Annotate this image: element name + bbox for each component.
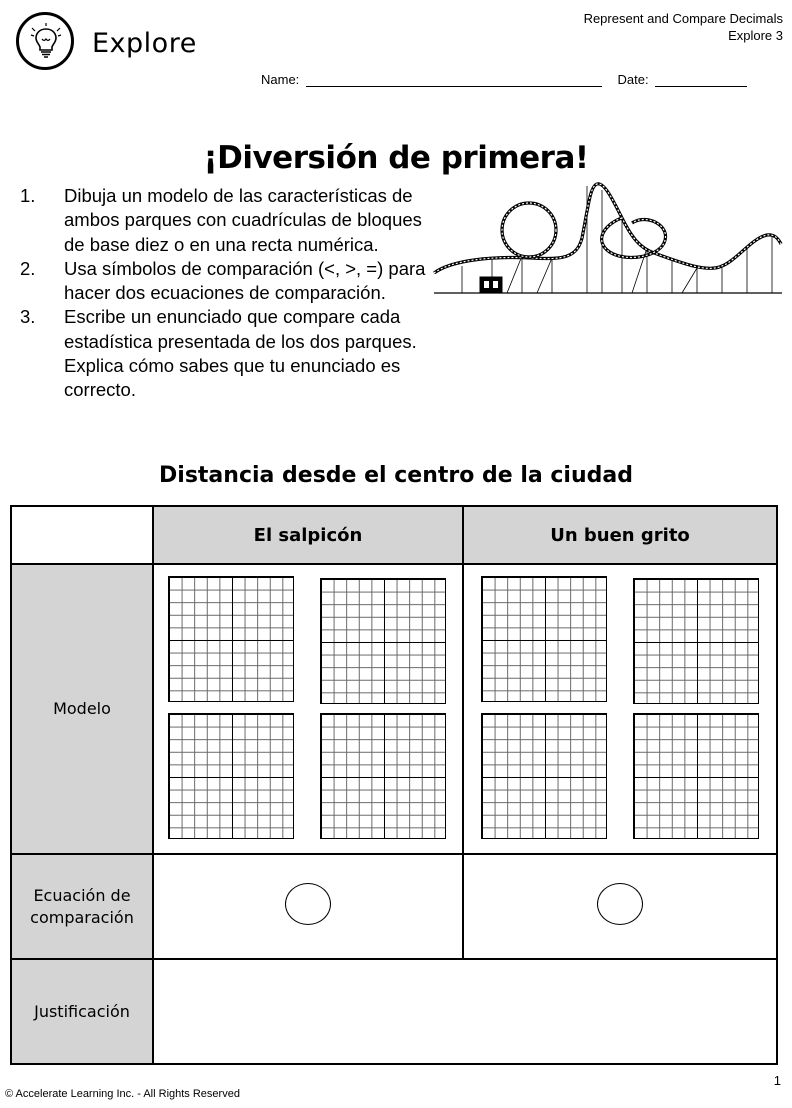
- page-title: ¡Diversión de primera!: [203, 140, 589, 176]
- hundred-grid[interactable]: [633, 713, 759, 839]
- column-header-el-salpicon: El salpicón: [153, 506, 463, 564]
- hundred-grid[interactable]: [320, 713, 446, 839]
- date-label: Date:: [617, 72, 649, 87]
- roller-coaster-illustration: [432, 178, 784, 298]
- hundred-grid[interactable]: [168, 576, 294, 702]
- instruction-text: Dibuja un modelo de las características de ambos parques con cuadrículas de bloques de base diez o en una recta numérica.: [64, 185, 422, 255]
- doc-subtitle: Explore 3: [728, 28, 783, 43]
- instruction-item: [20, 184, 440, 257]
- equation-cell-un-buen-grito[interactable]: [463, 854, 777, 959]
- model-cell-un-buen-grito[interactable]: [463, 564, 777, 854]
- name-date-row: [261, 72, 747, 87]
- justification-cell[interactable]: [153, 959, 777, 1064]
- corner-cell: [11, 506, 153, 564]
- hundred-grid[interactable]: [320, 578, 446, 704]
- table-title: Distancia desde el centro de la ciudad: [159, 463, 633, 488]
- comparison-table: [10, 505, 778, 1065]
- copyright-notice: © Accelerate Learning Inc. - All Rights Reserved: [5, 1088, 240, 1100]
- row-label-modelo: Modelo: [11, 564, 153, 854]
- logo-badge: [16, 12, 74, 70]
- comparison-symbol-circle[interactable]: [285, 883, 331, 925]
- instruction-item: [20, 305, 440, 402]
- instruction-item: [20, 257, 440, 306]
- date-field[interactable]: [655, 74, 747, 87]
- hundred-grid[interactable]: [481, 713, 607, 839]
- lightbulb-icon: [29, 23, 63, 61]
- name-field[interactable]: [306, 74, 602, 87]
- instruction-number: 1.: [20, 185, 36, 206]
- name-label: Name:: [261, 72, 300, 87]
- comparison-symbol-circle[interactable]: [597, 883, 643, 925]
- equation-cell-el-salpicon[interactable]: [153, 854, 463, 959]
- hundred-grid[interactable]: [481, 576, 607, 702]
- row-label-ecuacion: Ecuación de comparación: [11, 854, 153, 959]
- instruction-number: 3.: [20, 306, 36, 328]
- hundred-grid[interactable]: [633, 578, 759, 704]
- page-number: 1: [773, 1073, 781, 1088]
- column-header-un-buen-grito: Un buen grito: [463, 506, 777, 564]
- hundred-grid[interactable]: [168, 713, 294, 839]
- explore-label: Explore: [92, 28, 197, 59]
- instruction-number: 2.: [20, 257, 36, 279]
- instruction-list: [20, 184, 440, 403]
- document-header: [584, 10, 783, 44]
- doc-title: Represent and Compare Decimals: [583, 11, 783, 26]
- instruction-text: Escribe un enunciado que compare cada estadística presentada de los dos parques. Explica cómo sabes que tu enunciado es correcto.: [64, 306, 417, 401]
- instruction-text: Usa símbolos de comparación (<, >, =) para hacer dos ecuaciones de comparación.: [64, 257, 426, 304]
- model-cell-el-salpicon[interactable]: [153, 564, 463, 854]
- row-label-justificacion: Justificación: [11, 959, 153, 1064]
